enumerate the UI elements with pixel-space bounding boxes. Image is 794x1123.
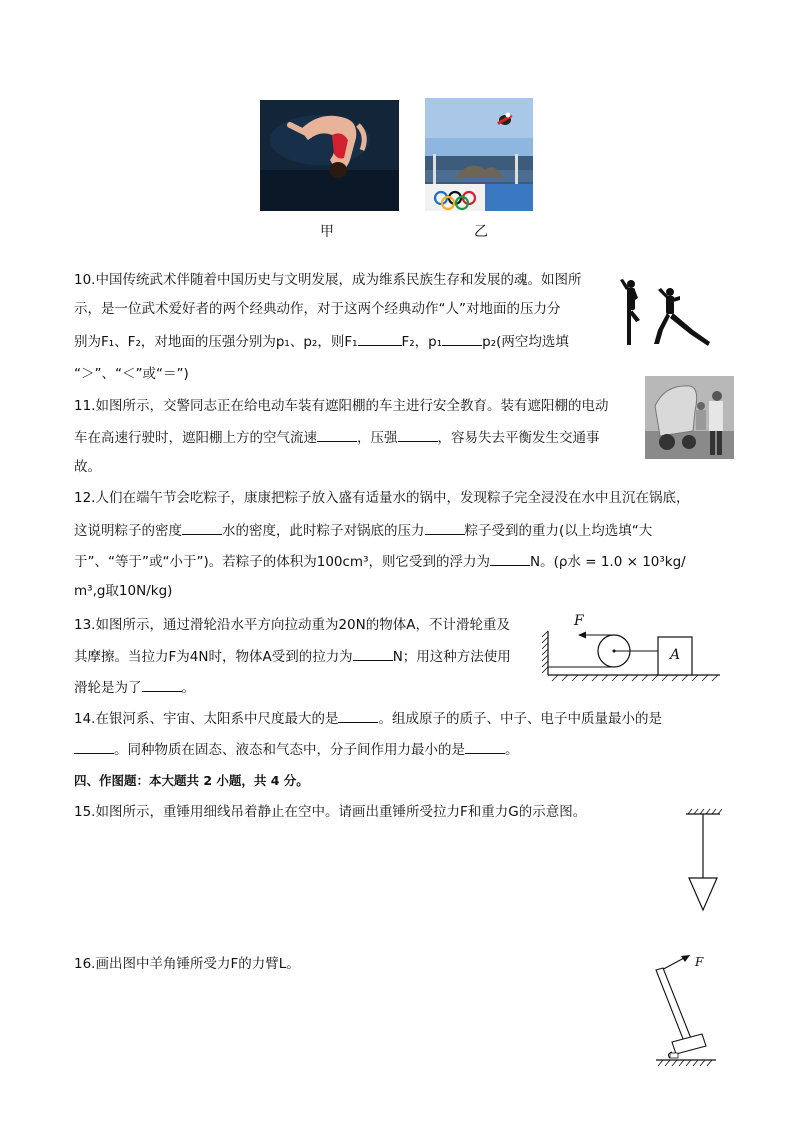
answer-blank[interactable] xyxy=(182,520,222,535)
q12-line2-part1: 这说明粽子的密度 xyxy=(74,523,182,539)
q13-line2-part2: N；用这种方法使用 xyxy=(392,649,511,665)
answer-blank[interactable] xyxy=(317,427,357,442)
q14-line2-part2: 。 xyxy=(505,742,519,758)
q13-line3 xyxy=(74,677,195,698)
q13-line3-part2: 。 xyxy=(181,680,195,696)
q13-line1: 13.如图所示，通过滑轮沿水平方向拉动重为20N的物体A，不计滑轮重及 xyxy=(74,617,510,633)
answer-blank[interactable] xyxy=(442,331,482,346)
q11-line1: 11.如图所示，交警同志正在给电动车装有遮阳棚的车主进行安全教育。装有遮阳棚的电动 xyxy=(74,398,609,414)
answer-blank[interactable] xyxy=(425,520,465,535)
diving-photo-jia xyxy=(260,100,399,211)
answer-blank[interactable] xyxy=(74,739,114,754)
q13-line3-part1: 滑轮是为了 xyxy=(74,680,142,696)
ski-jump-photo-yi xyxy=(425,98,533,211)
section-four-heading: 四、作图题：本大题共 2 小题，共 4 分。 xyxy=(74,773,309,788)
q14-line2-part1: 。同种物质在固态、液态和气态中，分子间作用力最小的是 xyxy=(114,742,465,758)
q12-line3-part1: 于”、“等于”或“小于”)。若粽子的体积为100cm³，则它受到的浮力为 xyxy=(74,554,490,570)
martial-arts-figure xyxy=(618,278,718,352)
q10-line3 xyxy=(74,331,569,352)
q10-line1: 10.中国传统武术伴随着中国历史与文明发展，成为维系民族生存和发展的魂。如图所 xyxy=(74,272,582,288)
answer-blank[interactable] xyxy=(490,551,530,566)
q12-line2-part2: 水的密度，此时粽子对锅底的压力 xyxy=(222,523,425,539)
pulley-diagram xyxy=(542,613,722,687)
answer-blank[interactable] xyxy=(465,739,505,754)
q14-line1 xyxy=(74,708,662,729)
q13-line2 xyxy=(74,646,511,667)
answer-blank[interactable] xyxy=(353,646,393,661)
q10-line3-part2: F₂，p₁ xyxy=(401,334,443,350)
force-label-F: F xyxy=(574,613,584,629)
q14-line1-part1: 14.在银河系、宇宙、太阳系中尺度最大的是 xyxy=(74,711,339,727)
q11-line2-part2: ，压强 xyxy=(357,430,398,446)
q10-line3-part3: p₂(两空均选填 xyxy=(482,334,569,350)
answer-blank[interactable] xyxy=(358,331,402,346)
q12-line3 xyxy=(74,551,686,572)
caption-jia: 甲 xyxy=(320,224,334,240)
q14-line1-part2: 。组成原子的质子、中子、电子中质量最小的是 xyxy=(378,711,662,727)
q16-text: 16.画出图中羊角锤所受力F的力臂L。 xyxy=(74,956,300,972)
answer-blank[interactable] xyxy=(142,677,182,692)
q12-line4: m³,g取10N/kg) xyxy=(74,583,173,599)
q11-line3: 故。 xyxy=(74,459,101,475)
claw-hammer-diagram xyxy=(650,950,722,1072)
traffic-police-photo xyxy=(645,376,734,459)
q11-line2 xyxy=(74,427,600,448)
answer-blank[interactable] xyxy=(398,427,438,442)
q13-line2-part1: 其摩擦。当拉力F为4N时，物体A受到的拉力为 xyxy=(74,649,353,665)
q11-line2-part3: ，容易失去平衡发生交通事 xyxy=(437,430,600,446)
q10-line4: “＞”、“＜”或“＝”) xyxy=(74,366,189,382)
q12-line1: 12.人们在端午节会吃粽子，康康把粽子放入盛有适量水的锅中，发现粽子完全浸没在水中且沉在锅底， xyxy=(74,490,690,506)
q10-line3-part1: 别为F₁、F₂，对地面的压强分别为p₁、p₂，则F₁ xyxy=(74,334,358,350)
hanging-weight-diagram xyxy=(682,808,726,916)
answer-blank[interactable] xyxy=(338,708,378,723)
block-label-A: A xyxy=(670,647,681,663)
hammer-force-label-F: F xyxy=(695,955,704,969)
q12-line2 xyxy=(74,520,652,541)
q10-line2: 示，是一位武术爱好者的两个经典动作，对于这两个经典动作“人”对地面的压力分 xyxy=(74,301,561,317)
q15-text: 15.如图所示，重锤用细线吊着静止在空中。请画出重锤所受拉力F和重力G的示意图。 xyxy=(74,804,587,820)
q14-line2 xyxy=(74,739,519,760)
q12-line3-part2: N。(ρ水 = 1.0 × 10³kg/ xyxy=(530,554,686,570)
q11-line2-part1: 车在高速行驶时，遮阳棚上方的空气流速 xyxy=(74,430,317,446)
q12-line2-part3: 粽子受到的重力(以上均选填“大 xyxy=(464,523,653,539)
caption-yi: 乙 xyxy=(474,224,488,240)
